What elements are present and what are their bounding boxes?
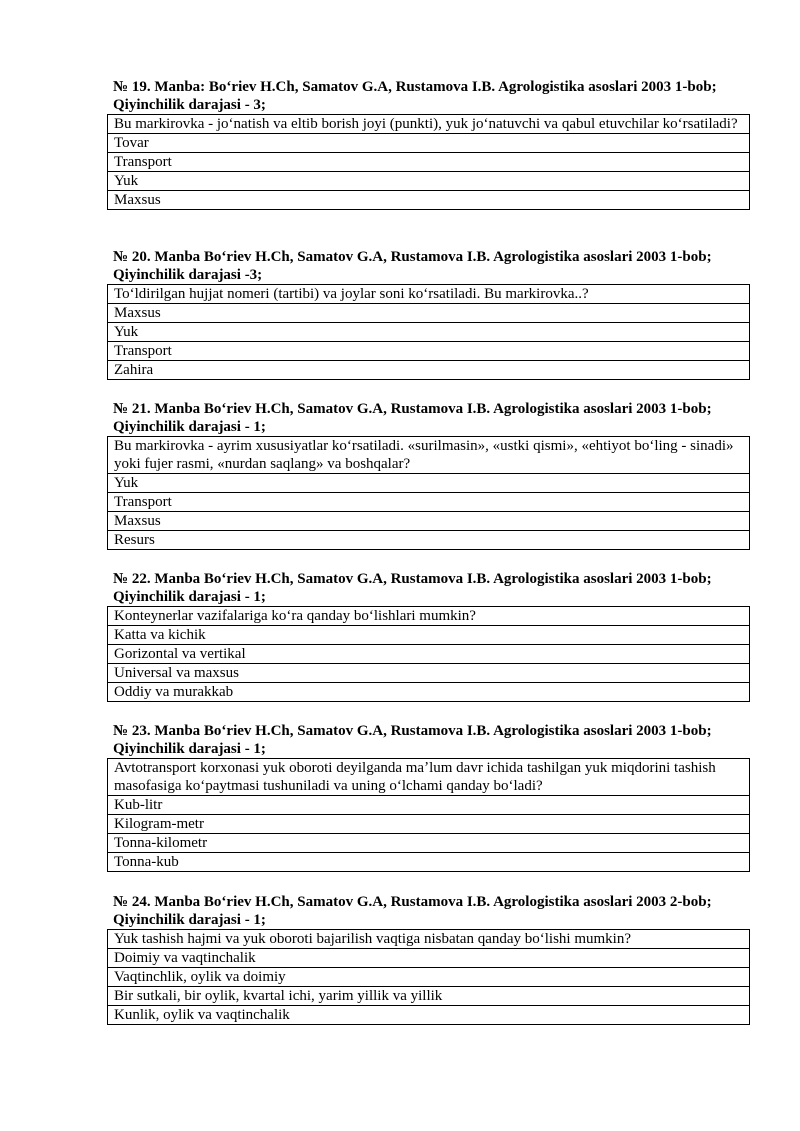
question-table — [107, 436, 750, 550]
answer-option: Kub-litr — [108, 796, 750, 815]
question-header: № 20. Manba Boʻriev H.Ch, Samatov G.A, Rustamova I.B. Agrologistika asoslari 2003 1-bob; Qiyinchilik darajasi -3; — [113, 249, 712, 283]
question-block — [107, 248, 750, 380]
question-header: № 22. Manba Boʻriev H.Ch, Samatov G.A, Rustamova I.B. Agrologistika asoslari 2003 1-bob; Qiyinchilik darajasi - 1; — [113, 571, 712, 605]
answer-option: Kilogram-metr — [108, 815, 750, 834]
answer-option: Oddiy va murakkab — [108, 683, 750, 702]
question-header: № 21. Manba Boʻriev H.Ch, Samatov G.A, Rustamova I.B. Agrologistika asoslari 2003 1-bob; Qiyinchilik darajasi - 1; — [113, 401, 712, 435]
answer-option: Universal va maxsus — [108, 664, 750, 683]
question-block — [107, 78, 750, 210]
answer-option: Doimiy va vaqtinchalik — [108, 949, 750, 968]
answer-option: Transport — [108, 342, 750, 361]
question-table — [107, 284, 750, 380]
answer-option: Maxsus — [108, 191, 750, 210]
answer-option: Tovar — [108, 134, 750, 153]
answer-option: Yuk — [108, 474, 750, 493]
answer-option: Gorizontal va vertikal — [108, 645, 750, 664]
question-table — [107, 758, 750, 872]
answer-option: Yuk — [108, 172, 750, 191]
answer-option: Zahira — [108, 361, 750, 380]
question-block — [107, 570, 750, 702]
question-table — [107, 114, 750, 210]
question-block — [107, 893, 750, 1025]
question-text: Yuk tashish hajmi va yuk oboroti bajarilish vaqtiga nisbatan qanday boʻlishi mumkin? — [108, 930, 750, 949]
answer-option: Maxsus — [108, 512, 750, 531]
answer-option: Transport — [108, 493, 750, 512]
answer-option: Bir sutkali, bir oylik, kvartal ichi, yarim yillik va yillik — [108, 987, 750, 1006]
question-block — [107, 722, 750, 872]
answer-option: Kunlik, oylik va vaqtinchalik — [108, 1006, 750, 1025]
answer-option: Tonna-kub — [108, 853, 750, 872]
answer-option: Tonna-kilometr — [108, 834, 750, 853]
answer-option: Yuk — [108, 323, 750, 342]
question-text: Avtotransport korxonasi yuk oboroti deyilganda maʼlum davr ichida tashilgan yuk miqdorini tashish masofasiga koʻpaytmasi tushuniladi va uning oʻlchami qanday boʻladi? — [108, 759, 750, 796]
answer-option: Maxsus — [108, 304, 750, 323]
question-table — [107, 929, 750, 1025]
answer-option: Vaqtinchlik, oylik va doimiy — [108, 968, 750, 987]
answer-option: Katta va kichik — [108, 626, 750, 645]
question-block — [107, 400, 750, 550]
question-text: Bu markirovka - joʻnatish va eltib borish joyi (punkti), yuk joʻnatuvchi va qabul etuvchilar koʻrsatiladi? — [108, 115, 750, 134]
question-text: Toʻldirilgan hujjat nomeri (tartibi) va joylar soni koʻrsatiladi. Bu markirovka..? — [108, 285, 750, 304]
question-table — [107, 606, 750, 702]
question-text: Konteynerlar vazifalariga koʻra qanday boʻlishlari mumkin? — [108, 607, 750, 626]
question-header: № 23. Manba Boʻriev H.Ch, Samatov G.A, Rustamova I.B. Agrologistika asoslari 2003 1-bob; Qiyinchilik darajasi - 1; — [113, 723, 712, 757]
question-text: Bu markirovka - ayrim xususiyatlar koʻrsatiladi. «surilmasin», «ustki qismi», «ehtiyot boʻling - sinadi» yoki fujer rasmi, «nurdan saqlang» va boshqalar? — [108, 437, 750, 474]
question-header: № 24. Manba Boʻriev H.Ch, Samatov G.A, Rustamova I.B. Agrologistika asoslari 2003 2-bob; Qiyinchilik darajasi - 1; — [113, 894, 712, 928]
answer-option: Resurs — [108, 531, 750, 550]
answer-option: Transport — [108, 153, 750, 172]
question-header: № 19. Manba: Boʻriev H.Ch, Samatov G.A, Rustamova I.B. Agrologistika asoslari 2003 1-bob; Qiyinchilik darajasi - 3; — [113, 79, 717, 113]
